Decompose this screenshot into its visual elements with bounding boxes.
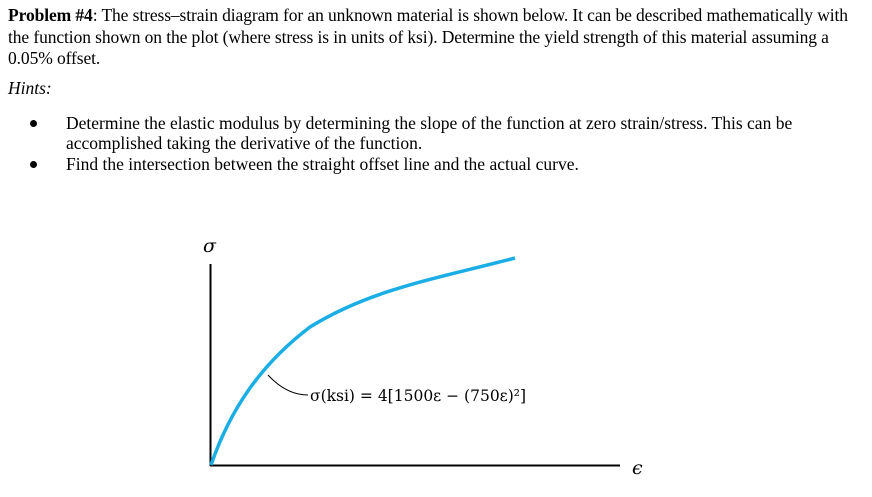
problem-label: Problem #4 (8, 5, 93, 25)
leader-line (268, 375, 308, 395)
hint-text: Find the intersection between the straight offset line and the actual curve. (66, 154, 579, 174)
stress-strain-curve (211, 258, 515, 465)
hint-text: Determine the elastic modulus by determining the slope of the function at zero strain/stress. This can be accomplished taking the derivative of the function. (66, 113, 793, 153)
x-axis-label: ϵ (632, 457, 643, 479)
hints-title: Hints: (8, 78, 52, 98)
problem-text: : The stress–strain diagram for an unknown material is shown below. It can be described mathematically with the function shown on the plot (where stress is in units of ksi). Determine the yield strength of this material assuming a 0.05% offset. (8, 5, 848, 68)
y-axis-label: σ (203, 235, 216, 257)
function-label: σ(ksi) = 4[1500ε − (750ε)²] (310, 387, 527, 405)
